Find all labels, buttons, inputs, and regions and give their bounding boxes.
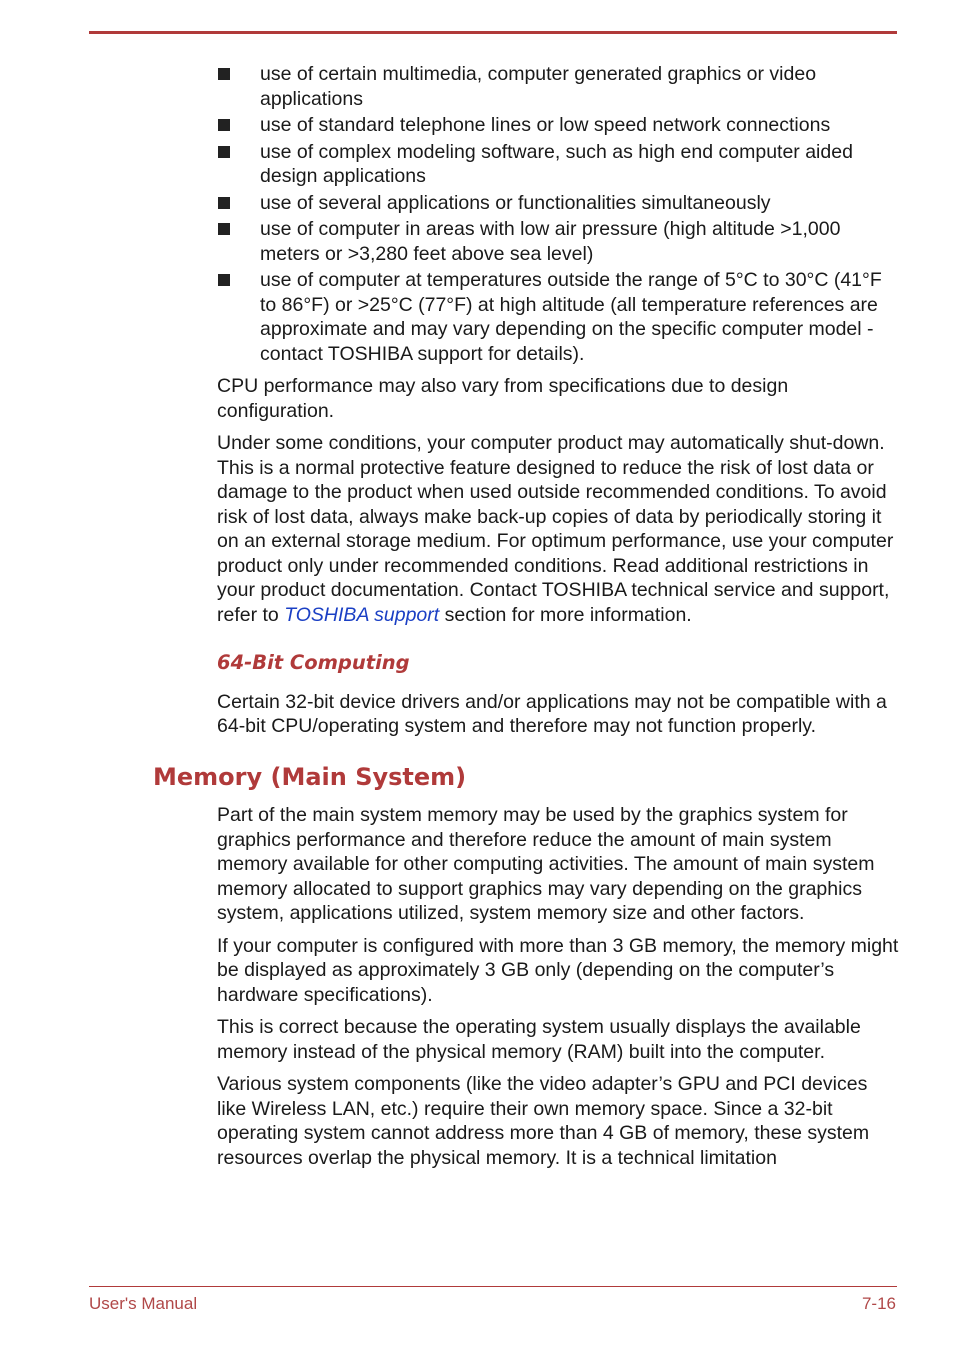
list-item: [217, 140, 899, 189]
list-item: [217, 62, 899, 111]
memory-paragraph: Part of the main system memory may be used by the graphics system for graphics performance and therefore reduce the amount of main system memory available for other computing activities. The amount of main system memory allocated to support graphics may vary depending on the graphics system, applications utilized, system memory size and other factors.: [217, 804, 875, 924]
list-item: [217, 268, 899, 366]
bullet-square-icon: [218, 119, 230, 131]
footer-rule: [89, 1286, 897, 1287]
list-item: [217, 113, 899, 138]
cpu-shutdown-paragraph: [217, 431, 899, 627]
memory-paragraph: Various system components (like the video adapter’s GPU and PCI devices like Wireless LAN, etc.) require their own memory space. Since a 32-bit operating system cannot address more than 4 GB of memory, these system resources overlap the physical memory. It is a technical limitation: [217, 1073, 870, 1169]
list-item: [217, 217, 899, 266]
memory-paragraph: If your computer is configured with more than 3 GB memory, the memory might be displayed as approximately 3 GB only (depending on the computer’s hardware specifications).: [217, 934, 899, 1006]
bullet-square-icon: [218, 274, 230, 286]
list-item-text: use of standard telephone lines or low speed network connections: [260, 114, 831, 136]
list-item-text: use of certain multimedia, computer generated graphics or video applications: [260, 63, 817, 110]
header-rule: [89, 31, 897, 34]
list-item-text: use of complex modeling software, such as high end computer aided design applications: [260, 140, 853, 187]
bullet-square-icon: [218, 197, 230, 209]
page-content: [153, 62, 899, 1178]
cpu-design-paragraph: CPU performance may also vary from specifications due to design configuration.: [217, 375, 789, 422]
footer-page-number: 7-16: [861, 1294, 896, 1313]
bit64-paragraph: Certain 32-bit device drivers and/or applications may not be compatible with a 64-bit CPU/operating system and therefore may not function properly.: [217, 690, 887, 737]
bullet-square-icon: [218, 68, 230, 80]
list-item-text: use of computer at temperatures outside the range of 5°C to 30°C (41°F to 86°F) or >25°C (77°F) at high altitude (all temperature references are approximate and may vary depending on the specific computer model - contact TOSHIBA support for details).: [260, 269, 882, 365]
bullet-square-icon: [218, 223, 230, 235]
conditions-list: [217, 62, 899, 366]
list-item-text: use of computer in areas with low air pressure (high altitude >1,000 meters or >3,280 feet above sea level): [260, 218, 841, 265]
toshiba-support-link[interactable]: TOSHIBA support: [284, 603, 440, 626]
bit64-heading: 64-Bit Computing: [217, 651, 410, 674]
footer-manual-title: User's Manual: [89, 1294, 198, 1313]
list-item-text: use of several applications or functionalities simultaneously: [260, 191, 771, 214]
bullet-square-icon: [218, 146, 230, 158]
memory-paragraph: This is correct because the operating system usually displays the available memory instead of the physical memory (RAM) built into the computer.: [217, 1016, 861, 1063]
memory-heading: Memory (Main System): [153, 762, 467, 791]
list-item: [217, 191, 899, 216]
paragraph-text: Under some conditions, your computer product may automatically shut-down. This is a normal protective feature designed to reduce the risk of lost data or damage to the product when used outside recommended conditions. To avoid risk of lost data, always make back-up copies of data by periodically storing it on an external storage medium. For optimum performance, use your computer product only under recommended conditions. Read additional restrictions in your product documentation. Contact TOSHIBA technical service and support, refer to: [217, 432, 894, 626]
paragraph-text: section for more information.: [439, 603, 692, 626]
